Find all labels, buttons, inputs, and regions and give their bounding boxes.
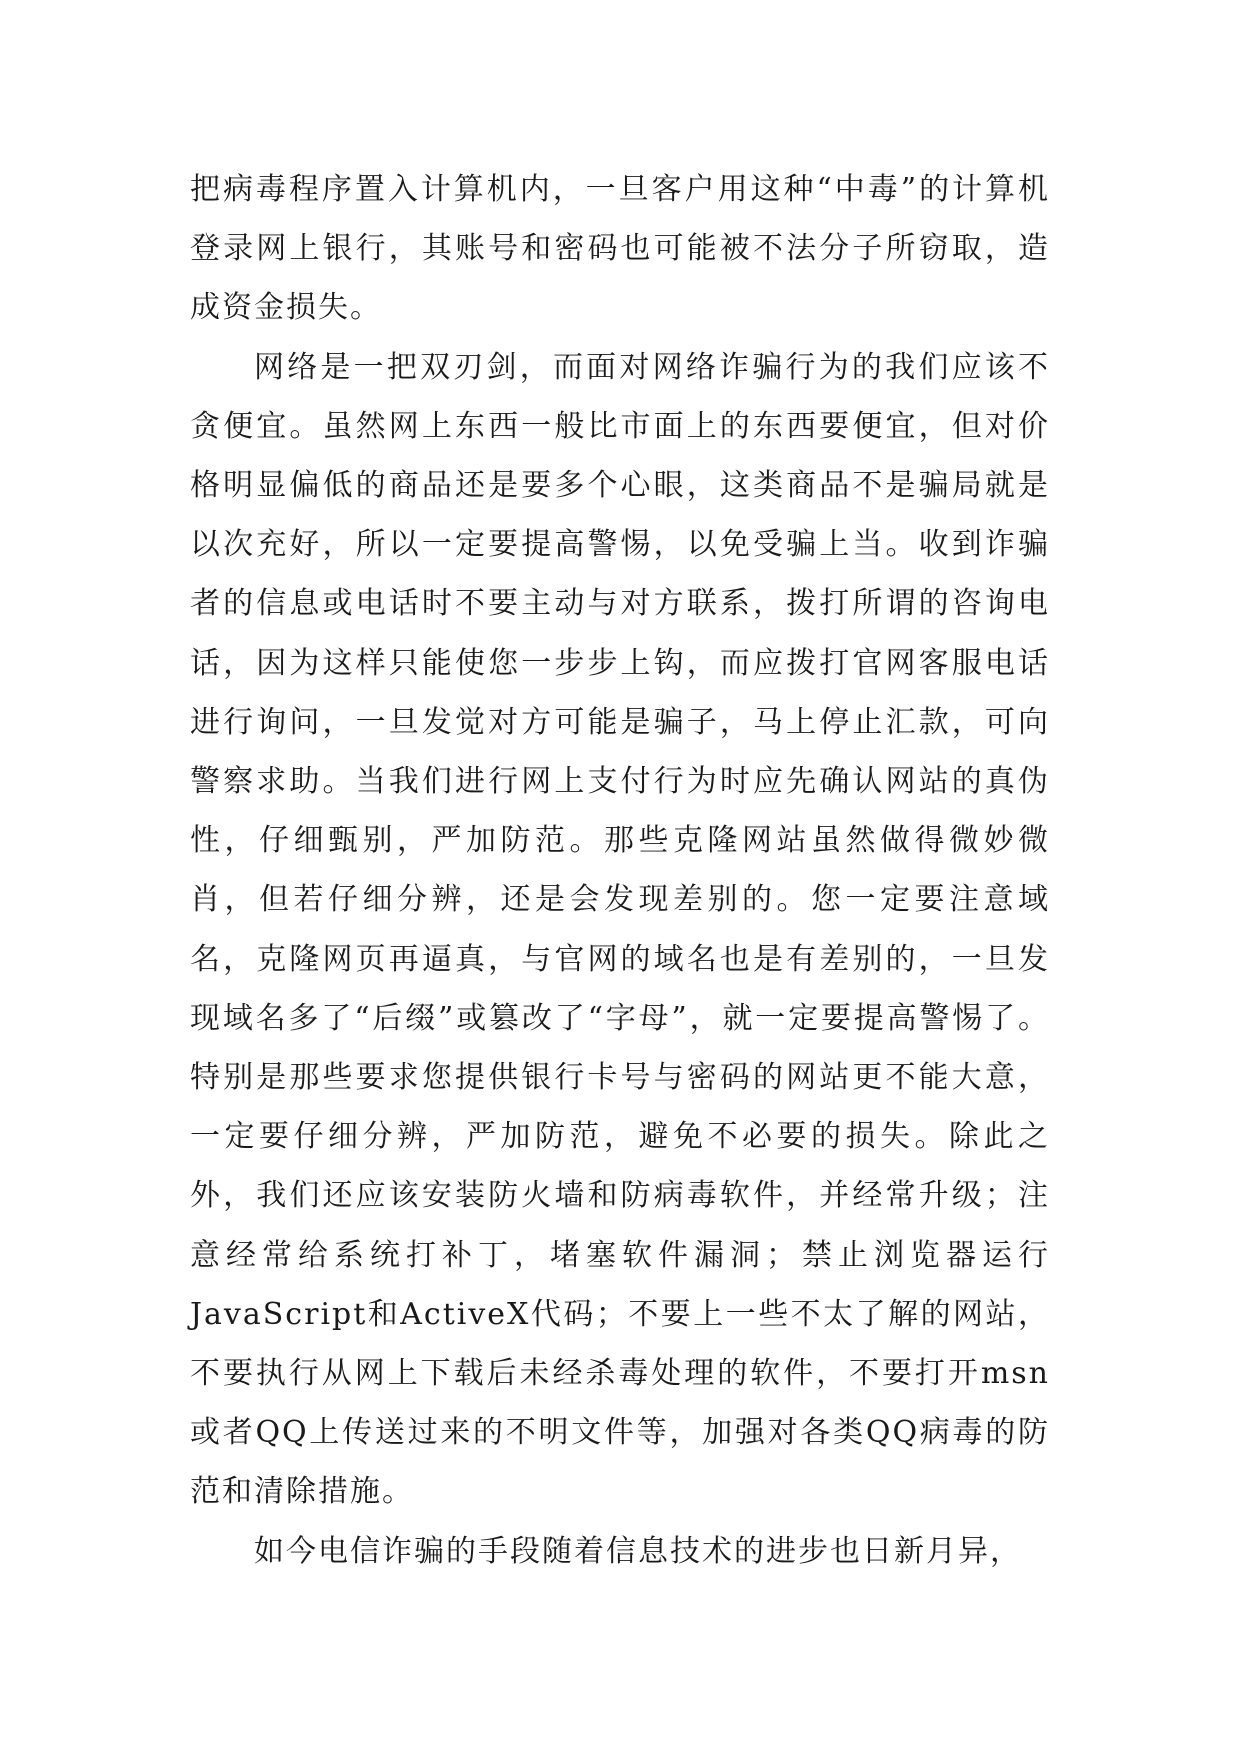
document-body bbox=[190, 160, 1050, 1581]
paragraph-2: 网络是一把双刃剑，而面对网络诈骗行为的我们应该不贪便宜。虽然网上东西一般比市面上的东西要便宜，但对价格明显偏低的商品还是要多个心眼，这类商品不是骗局就是以次充好，所以一定要提高警惕，以免受骗上当。收到诈骗者的信息或电话时不要主动与对方联系，拨打所谓的咨询电话，因为这样只能使您一步步上钩，而应拨打官网客服电话进行询问，一旦发觉对方可能是骗子，马上停止汇款，可向警察求助。当我们进行网上支付行为时应先确认网站的真伪性，仔细甄别，严加防范。那些克隆网站虽然做得微妙微肖，但若仔细分辨，还是会发现差别的。您一定要注意域名，克隆网页再逼真，与官网的域名也是有差别的，一旦发现域名多了“后缀”或篡改了“字母”，就一定要提高警惕了。特别是那些要求您提供银行卡号与密码的网站更不能大意，一定要仔细分辨，严加防范，避免不必要的损失。除此之外，我们还应该安装防火墙和防病毒软件，并经常升级；注意经常给系统打补丁，堵塞软件漏洞；禁止浏览器运行JavaScript和ActiveX代码；不要上一些不太了解的网站，不要执行从网上下载后未经杀毒处理的软件，不要打开msn或者QQ上传送过来的不明文件等，加强对各类QQ病毒的防范和清除措施。 bbox=[190, 349, 1050, 1510]
paragraph-3: 如今电信诈骗的手段随着信息技术的进步也日新月异， bbox=[254, 1533, 1022, 1569]
paragraph-1: 把病毒程序置入计算机内，一旦客户用这种“中毒”的计算机登录网上银行，其账号和密码也可能被不法分子所窃取，造成资金损失。 bbox=[190, 172, 1050, 326]
